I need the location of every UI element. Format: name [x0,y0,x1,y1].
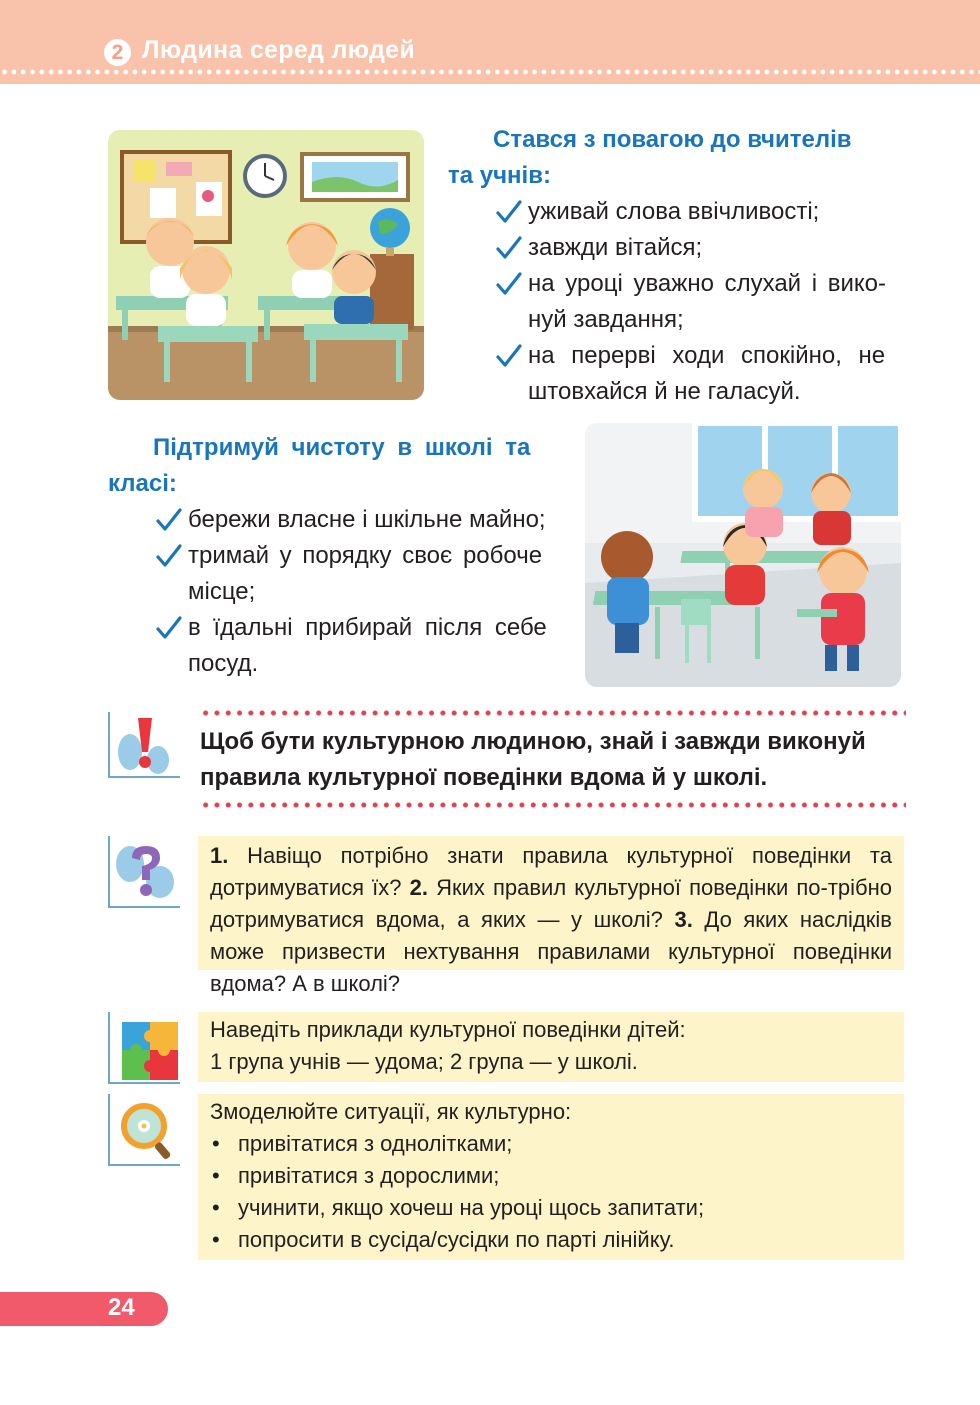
check-icon [156,508,182,532]
rule-text [200,724,905,796]
check-icon [496,236,522,260]
section-cleanliness-heading-cont: класі: [108,470,177,497]
chapter-title: Людина серед людей [142,36,415,64]
respect-checklist [496,194,902,410]
question-icon [108,836,180,908]
questions-box [198,836,904,996]
model-task-box [198,1094,904,1260]
checklist-text: на уроці уважно слухай і вико- [528,270,887,297]
model-task-intro: Змоделюйте ситуації, як культурно: [210,1099,572,1124]
question-number: 3. [674,907,693,932]
checklist-text: в їдальні прибирай після себе [188,614,547,641]
checklist-item [496,266,902,338]
checklist-text: бережи власне і шкільне майно; [188,506,546,533]
section-respect-heading-cont: та учнів: [448,162,551,189]
checklist-item [156,502,566,538]
group-task-line: Наведіть приклади культурної поведінки дітей: [210,1017,686,1042]
rule-bottom-dotted-line [200,802,906,808]
section-respect-heading: Стався з повагою до вчителів [493,126,852,153]
question-text: Навіщо потрібно знати правила культурної поведінки та дотримуватися їх? [210,843,892,900]
question-number: 1. [210,843,229,868]
list-item: • учинити, якщо хочеш на уроці щось запитати; [210,1192,892,1224]
section-cleanliness-heading: Підтримуй чистоту в школі та [153,434,531,461]
page-number-tab [0,1292,168,1326]
question-text: Яких правил культурної поведінки по-трібно дотримуватися вдома, а яких — у школі? [210,875,893,932]
puzzle-icon [108,1012,180,1084]
exclamation-icon [108,712,180,778]
checklist-text: на перерві ходи спокійно, не [528,342,886,369]
checklist-item [496,194,902,230]
cleanliness-checklist [156,502,566,682]
canteen-illustration [585,423,901,687]
rule-top-dotted-line [200,710,906,716]
check-icon [496,272,522,296]
checklist-text: тримай у порядку своє робоче [188,542,543,569]
question-text: До яких наслідків може призвести нехтування правилами культурної поведінки вдома? А в школі? [210,907,892,996]
checklist-text-cont: місце; [188,578,256,605]
chapter-number-badge: 2 [104,39,131,66]
rule-line: правила культурної поведінки вдома й у школі. [200,764,768,791]
list-item: • привітатися з однолітками; [210,1128,892,1160]
group-task-box [198,1012,904,1082]
list-item: • привітатися з дорослими; [210,1160,892,1192]
checklist-item [156,538,566,610]
checklist-item [156,610,566,682]
check-icon [156,544,182,568]
checklist-item [496,338,902,410]
page-number: 24 [108,1294,135,1321]
checklist-text-cont: нуй завдання; [528,306,684,333]
rule-line: Щоб бути культурною людиною, знай і завжди виконуй [200,728,866,755]
header-dotted-line [0,68,980,76]
checklist-text: завжди вітайся; [528,234,703,261]
checklist-text-cont: штовхайся й не галасуй. [528,378,801,405]
list-item: • попросити в сусіда/сусідки по парті лінійку. [210,1224,892,1256]
check-icon [496,200,522,224]
check-icon [496,344,522,368]
checklist-item [496,230,902,266]
magnifier-icon [108,1094,180,1166]
checklist-text-cont: посуд. [188,650,259,677]
group-task-line: 1 група учнів — удома; 2 група — у школі. [210,1049,638,1074]
question-number: 2. [409,875,428,900]
classroom-illustration [108,130,424,400]
check-icon [156,616,182,640]
checklist-text: уживай слова ввічливості; [528,198,820,225]
